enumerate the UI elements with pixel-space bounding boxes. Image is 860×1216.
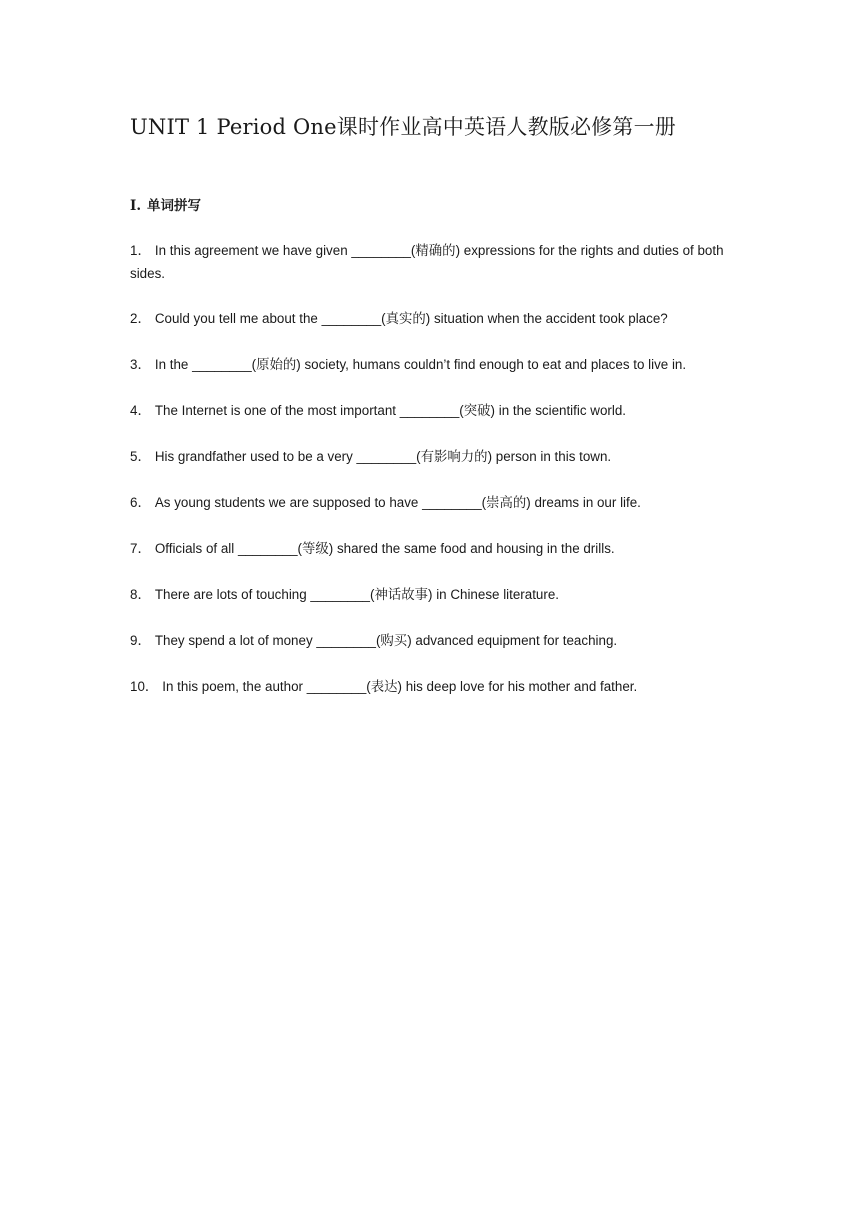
question-text-after: ) person in this town.	[487, 449, 612, 464]
chinese-hint: 真实的	[385, 312, 426, 327]
question-number: 8．	[130, 587, 151, 602]
question-text-after: ) shared the same food and housing in the drills.	[328, 541, 615, 556]
question-text-after: ) advanced equipment for teaching.	[407, 633, 618, 648]
question-number: 7．	[130, 541, 151, 556]
question-number: 10．	[130, 679, 159, 694]
question-item	[130, 630, 735, 653]
section-heading	[130, 196, 201, 216]
question-text-after: ) his deep love for his mother and father.	[397, 679, 638, 694]
question-text-before: As young students we are supposed to have ________(	[154, 495, 487, 510]
question-item	[130, 400, 735, 423]
question-text-before: His grandfather used to be a very ________(	[154, 449, 421, 464]
question-text-after: ) in Chinese literature.	[428, 587, 560, 602]
chinese-hint: 有影响力的	[420, 450, 488, 465]
chinese-hint: 原始的	[256, 358, 297, 373]
question-number: 9．	[130, 633, 151, 648]
question-text-before: They spend a lot of money ________(	[154, 633, 381, 648]
question-list	[130, 240, 735, 722]
chinese-hint: 突破	[463, 404, 491, 419]
question-text-after: ) society, humans couldn’t find enough to eat and places to live in.	[296, 357, 687, 372]
question-number: 3．	[130, 357, 151, 372]
question-number: 5．	[130, 449, 151, 464]
question-number: 1．	[130, 243, 151, 258]
question-number: 6．	[130, 495, 151, 510]
question-text-before: Officials of all ________(	[154, 541, 302, 556]
section-heading-text: 单词拼写	[147, 198, 202, 214]
question-item	[130, 240, 735, 285]
section-numeral: Ⅰ.	[130, 198, 142, 214]
question-text-after: ) in the scientific world.	[490, 403, 626, 418]
chinese-hint: 崇高的	[486, 496, 527, 511]
question-text-before: In the ________(	[154, 357, 257, 372]
question-text-after: ) expressions for the rights and duties of both sides.	[130, 243, 724, 281]
question-item	[130, 446, 735, 469]
question-text-after: ) situation when the accident took place?	[425, 311, 668, 326]
page-title: UNIT 1 Period One课时作业高中英语人教版必修第一册	[130, 115, 676, 139]
question-text-after: ) dreams in our life.	[526, 495, 641, 510]
chinese-hint: 精确的	[415, 244, 456, 259]
chinese-hint: 购买	[380, 634, 408, 649]
question-item	[130, 308, 735, 331]
question-number: 4．	[130, 403, 151, 418]
question-number: 2．	[130, 311, 151, 326]
question-text-before: There are lots of touching ________(	[154, 587, 375, 602]
question-item	[130, 676, 735, 699]
question-item	[130, 584, 735, 607]
question-text-before: The Internet is one of the most important ________(	[154, 403, 464, 418]
question-item	[130, 492, 735, 515]
question-item	[130, 354, 735, 377]
question-text-before: In this poem, the author ________(	[162, 679, 371, 694]
question-item	[130, 538, 735, 561]
chinese-hint: 神话故事	[374, 588, 429, 603]
question-text-before: Could you tell me about the ________(	[154, 311, 386, 326]
chinese-hint: 表达	[370, 680, 398, 695]
question-text-before: In this agreement we have given ________(	[154, 243, 416, 258]
chinese-hint: 等级	[301, 542, 329, 557]
